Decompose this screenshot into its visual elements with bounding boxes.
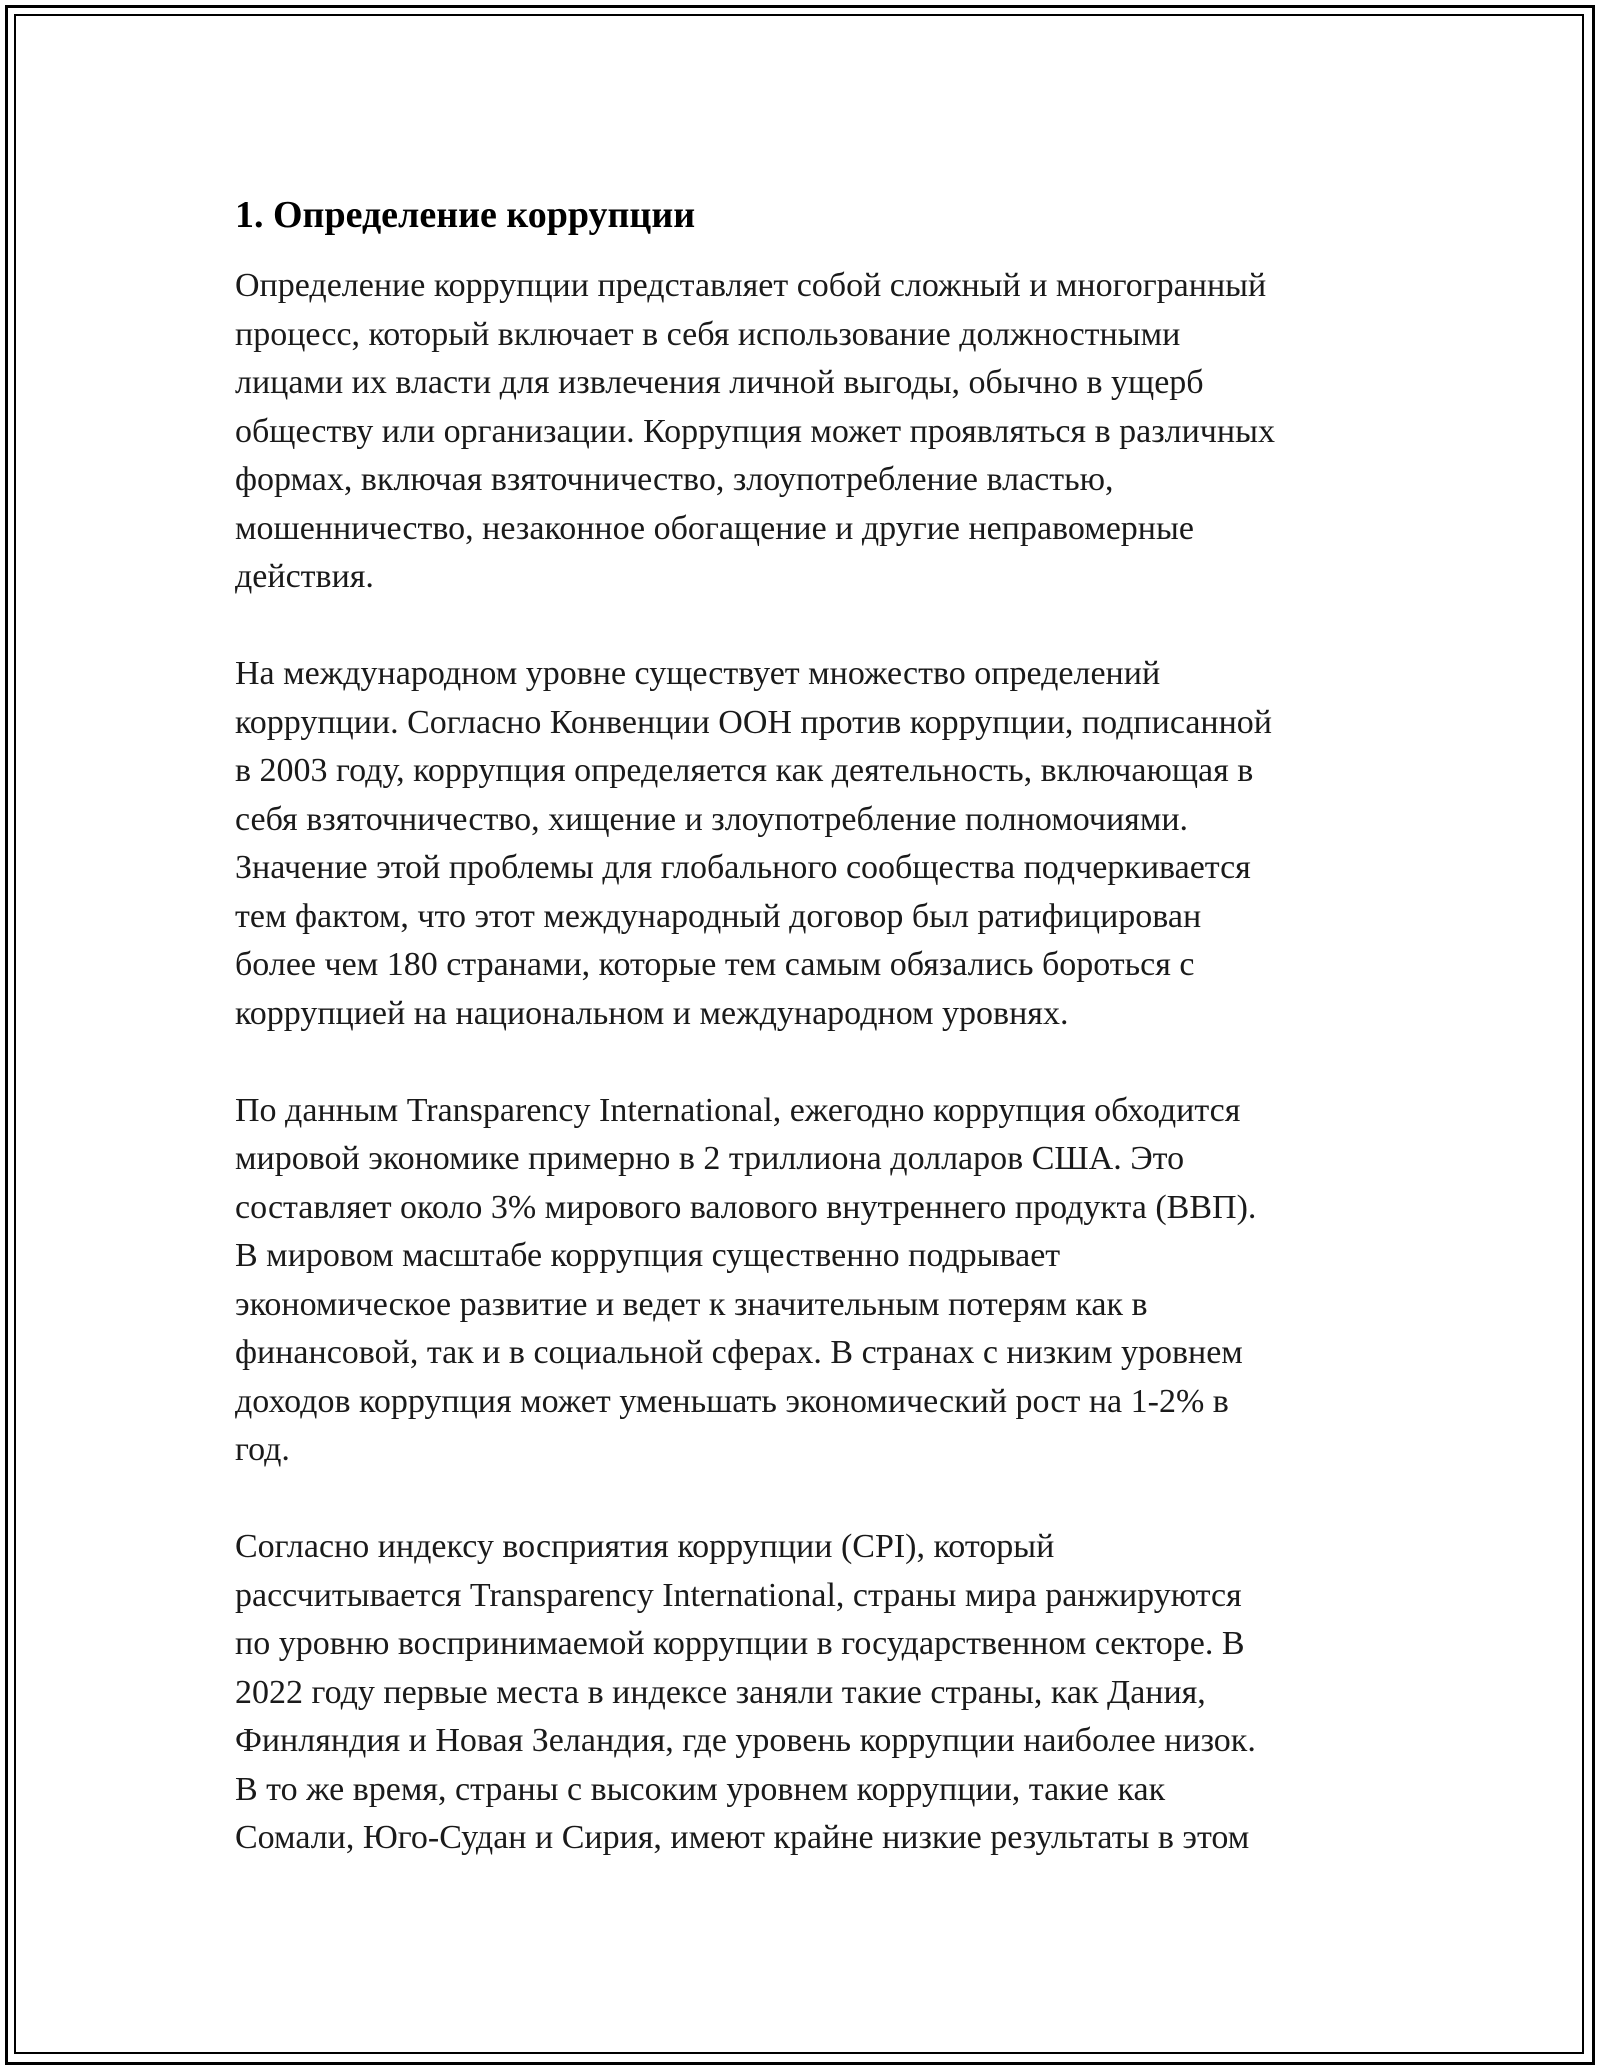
paragraph-definition: Определение коррупции представляет собой сложный и многогранный процесс, который включает в себя использование должностными лицами их власти для извлечения личной выгоды, обычно в ущерб обществу или организации. Коррупция может проявляться в различных формах, включая взяточничество, злоупотребление властью, мошенничество, незаконное обогащение и другие неправомерные действия. (235, 267, 1275, 595)
document-body (235, 188, 1375, 1911)
paragraph-cpi-index: Согласно индексу восприятия коррупции (CPI), который рассчитывается Transparency International, страны мира ранжируются по уровню воспринимаемой коррупции в государственном секторе. В 2022 году первые места в индексе заняли такие страны, как Дания, Финляндия и Новая Зеландия, где уровень коррупции наиболее низок. В то же время, страны с высоким уровнем коррупции, такие как Сомали, Юго-Судан и Сирия, имеют крайне низкие результаты в этом (235, 1528, 1256, 1856)
section-heading: 1. Определение коррупции (235, 194, 696, 236)
paragraph-international: На международном уровне существует множество определений коррупции. Согласно Конвенции ООН против коррупции, подписанной в 2003 году, коррупция определяется как деятельность, включающая в себя взяточничество, хищение и злоупотребление полномочиями. Значение этой проблемы для глобального сообщества подчеркивается тем фактом, что этот международный договор был ратифицирован более чем 180 странами, которые тем самым обязались бороться с коррупцией на национальном и международном уровнях. (235, 655, 1272, 1032)
paragraph-economic-cost: По данным Transparency International, ежегодно коррупция обходится мировой экономике примерно в 2 триллиона долларов США. Это составляет около 3% мирового валового внутреннего продукта (ВВП). В мировом масштабе коррупция существенно подрывает экономическое развитие и ведет к значительным потерям как в финансовой, так и в социальной сферах. В странах с низким уровнем доходов коррупция может уменьшать экономический рост на 1-2% в год. (235, 1091, 1257, 1468)
